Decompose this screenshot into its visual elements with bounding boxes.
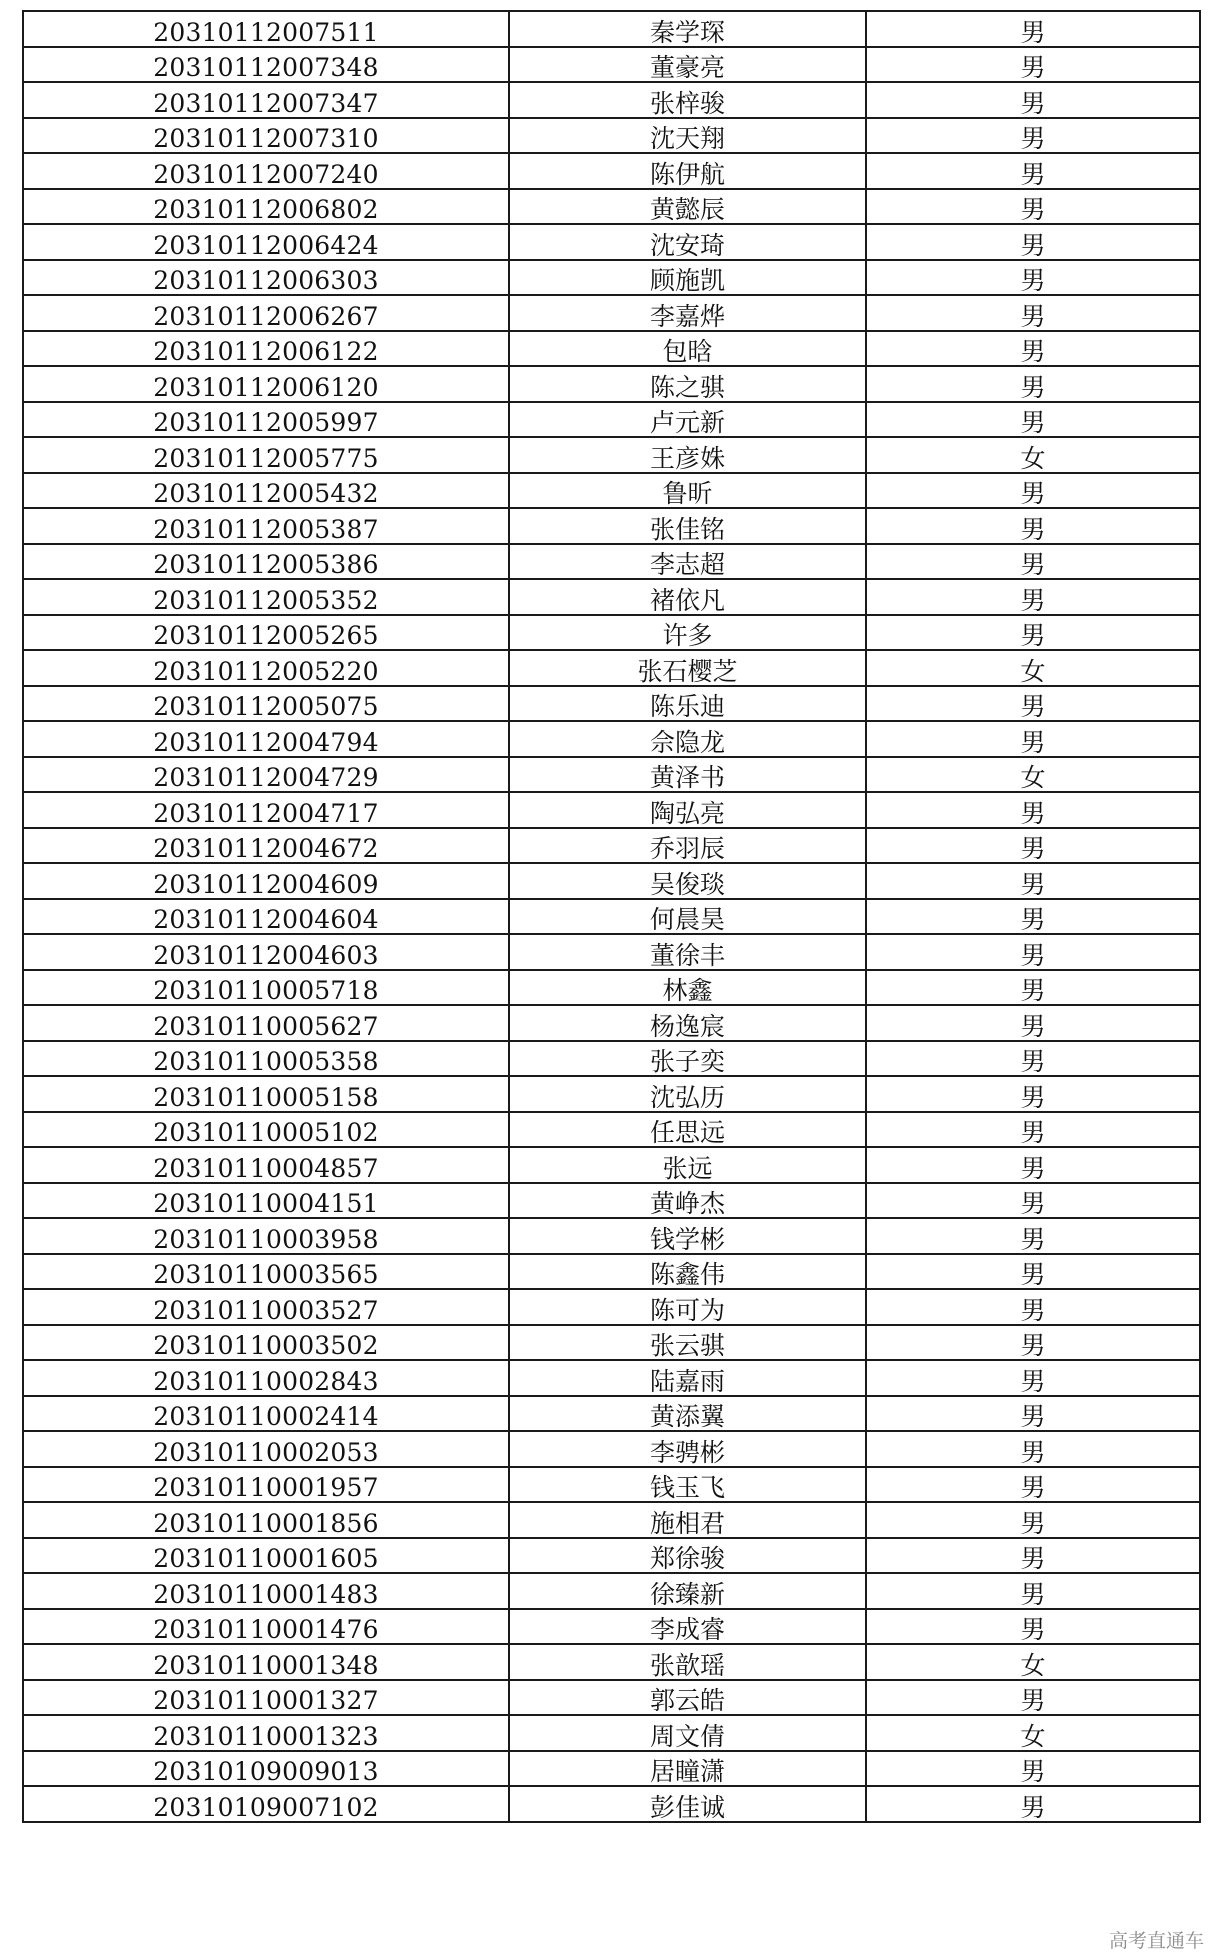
gender-cell: 男 [866,1076,1200,1112]
table-row [23,863,1200,899]
table-row [23,1325,1200,1361]
student-name-cell: 杨逸宸 [509,1005,866,1041]
table-row [23,295,1200,331]
exam-number-cell: 20310112006303 [23,260,509,296]
exam-number-cell: 20310112005265 [23,615,509,651]
exam-number-cell: 20310110001476 [23,1609,509,1645]
table-row [23,1041,1200,1077]
table-row [23,1680,1200,1716]
gender-cell: 男 [866,1254,1200,1290]
gender-cell: 男 [866,934,1200,970]
exam-number-cell: 20310112005387 [23,508,509,544]
exam-number-cell: 20310112006122 [23,331,509,367]
student-name-cell: 鲁昕 [509,473,866,509]
table-row [23,1467,1200,1503]
exam-number-cell: 20310112004603 [23,934,509,970]
student-name-cell: 郑徐骏 [509,1538,866,1574]
exam-number-cell: 20310112004672 [23,828,509,864]
table-row [23,331,1200,367]
roster-table [22,10,1201,1823]
student-name-cell: 张梓骏 [509,82,866,118]
table-row [23,1609,1200,1645]
exam-number-cell: 20310112007310 [23,118,509,154]
gender-cell: 男 [866,544,1200,580]
exam-number-cell: 20310112005386 [23,544,509,580]
exam-number-cell: 20310110001327 [23,1680,509,1716]
gender-cell: 男 [866,1502,1200,1538]
gender-cell: 男 [866,366,1200,402]
table-row [23,82,1200,118]
gender-cell: 男 [866,721,1200,757]
exam-number-cell: 20310112004729 [23,757,509,793]
table-row [23,189,1200,225]
exam-number-cell: 20310112004604 [23,899,509,935]
student-name-cell: 沈天翔 [509,118,866,154]
gender-cell: 男 [866,47,1200,83]
student-name-cell: 李志超 [509,544,866,580]
student-name-cell: 许多 [509,615,866,651]
exam-number-cell: 20310110001605 [23,1538,509,1574]
student-name-cell: 包晗 [509,331,866,367]
gender-cell: 男 [866,508,1200,544]
exam-number-cell: 20310110002053 [23,1431,509,1467]
table-row [23,1218,1200,1254]
exam-number-cell: 20310110005627 [23,1005,509,1041]
exam-number-cell: 20310110004857 [23,1147,509,1183]
watermark-text: 高考直通车 [1105,1926,1208,1953]
exam-number-cell: 20310112006802 [23,189,509,225]
table-row [23,579,1200,615]
gender-cell: 男 [866,828,1200,864]
exam-number-cell: 20310110003565 [23,1254,509,1290]
gender-cell: 男 [866,1360,1200,1396]
gender-cell: 男 [866,402,1200,438]
table-row [23,792,1200,828]
gender-cell: 男 [866,260,1200,296]
student-name-cell: 沈弘历 [509,1076,866,1112]
exam-number-cell: 20310112004609 [23,863,509,899]
table-row [23,757,1200,793]
gender-cell: 男 [866,792,1200,828]
student-name-cell: 张远 [509,1147,866,1183]
student-name-cell: 陈鑫伟 [509,1254,866,1290]
exam-number-cell: 20310112007240 [23,153,509,189]
table-row [23,615,1200,651]
gender-cell: 女 [866,650,1200,686]
exam-number-cell: 20310112005075 [23,686,509,722]
gender-cell: 女 [866,1715,1200,1751]
table-row [23,508,1200,544]
table-row [23,437,1200,473]
exam-number-cell: 20310110001957 [23,1467,509,1503]
exam-number-cell: 20310109007102 [23,1786,509,1822]
gender-cell: 男 [866,970,1200,1006]
exam-number-cell: 20310112005775 [23,437,509,473]
gender-cell: 男 [866,1218,1200,1254]
exam-number-cell: 20310112007348 [23,47,509,83]
gender-cell: 男 [866,899,1200,935]
gender-cell: 男 [866,1680,1200,1716]
table-row [23,224,1200,260]
exam-number-cell: 20310112005432 [23,473,509,509]
gender-cell: 男 [866,1431,1200,1467]
table-row [23,970,1200,1006]
gender-cell: 男 [866,579,1200,615]
gender-cell: 男 [866,1041,1200,1077]
student-name-cell: 李成睿 [509,1609,866,1645]
gender-cell: 男 [866,1112,1200,1148]
table-row [23,934,1200,970]
gender-cell: 男 [866,153,1200,189]
gender-cell: 男 [866,1325,1200,1361]
exam-number-cell: 20310110001323 [23,1715,509,1751]
gender-cell: 男 [866,224,1200,260]
gender-cell: 男 [866,1289,1200,1325]
table-row [23,1147,1200,1183]
gender-cell: 女 [866,757,1200,793]
student-name-cell: 彭佳诚 [509,1786,866,1822]
gender-cell: 男 [866,1396,1200,1432]
student-name-cell: 黄峥杰 [509,1183,866,1219]
exam-number-cell: 20310110005158 [23,1076,509,1112]
exam-number-cell: 20310112007347 [23,82,509,118]
gender-cell: 男 [866,1573,1200,1609]
student-name-cell: 陶弘亮 [509,792,866,828]
exam-number-cell: 20310112006267 [23,295,509,331]
exam-number-cell: 20310110001856 [23,1502,509,1538]
student-name-cell: 张佳铭 [509,508,866,544]
gender-cell: 男 [866,1538,1200,1574]
student-name-cell: 黄懿辰 [509,189,866,225]
exam-number-cell: 20310112006424 [23,224,509,260]
table-row [23,1112,1200,1148]
exam-number-cell: 20310112004794 [23,721,509,757]
gender-cell: 男 [866,1609,1200,1645]
student-name-cell: 周文倩 [509,1715,866,1751]
exam-number-cell: 20310109009013 [23,1751,509,1787]
table-row [23,1254,1200,1290]
student-name-cell: 李骋彬 [509,1431,866,1467]
student-name-cell: 施相君 [509,1502,866,1538]
student-name-cell: 陈之骐 [509,366,866,402]
exam-number-cell: 20310112005997 [23,402,509,438]
gender-cell: 男 [866,295,1200,331]
table-row [23,1183,1200,1219]
table-row [23,1005,1200,1041]
table-row [23,721,1200,757]
table-row [23,1431,1200,1467]
table-row [23,1644,1200,1680]
table-row [23,402,1200,438]
student-name-cell: 张云骐 [509,1325,866,1361]
exam-number-cell: 20310110003527 [23,1289,509,1325]
student-name-cell: 褚依凡 [509,579,866,615]
table-row [23,473,1200,509]
exam-number-cell: 20310112004717 [23,792,509,828]
gender-cell: 男 [866,82,1200,118]
table-row [23,260,1200,296]
gender-cell: 男 [866,1147,1200,1183]
gender-cell: 女 [866,437,1200,473]
table-row [23,1573,1200,1609]
exam-number-cell: 20310110001483 [23,1573,509,1609]
student-name-cell: 乔羽辰 [509,828,866,864]
student-name-cell: 吴俊琰 [509,863,866,899]
gender-cell: 女 [866,1644,1200,1680]
exam-number-cell: 20310110003958 [23,1218,509,1254]
gender-cell: 男 [866,1183,1200,1219]
exam-number-cell: 20310112005220 [23,650,509,686]
student-name-cell: 黄泽书 [509,757,866,793]
table-row [23,47,1200,83]
student-name-cell: 佘隐龙 [509,721,866,757]
gender-cell: 男 [866,189,1200,225]
exam-number-cell: 20310110005718 [23,970,509,1006]
student-name-cell: 陈可为 [509,1289,866,1325]
table-row [23,544,1200,580]
table-row [23,1502,1200,1538]
student-name-cell: 陆嘉雨 [509,1360,866,1396]
gender-cell: 男 [866,331,1200,367]
student-name-cell: 郭云皓 [509,1680,866,1716]
gender-cell: 男 [866,686,1200,722]
table-row [23,11,1200,47]
roster-body [23,11,1200,1822]
student-name-cell: 何晨昊 [509,899,866,935]
student-name-cell: 秦学琛 [509,11,866,47]
table-row [23,1751,1200,1787]
student-name-cell: 沈安琦 [509,224,866,260]
exam-number-cell: 20310110003502 [23,1325,509,1361]
gender-cell: 男 [866,118,1200,154]
student-name-cell: 张歆瑶 [509,1644,866,1680]
table-row [23,153,1200,189]
student-name-cell: 任思远 [509,1112,866,1148]
exam-number-cell: 20310110002843 [23,1360,509,1396]
table-row [23,366,1200,402]
student-name-cell: 张石樱芝 [509,650,866,686]
exam-number-cell: 20310112007511 [23,11,509,47]
student-name-cell: 陈伊航 [509,153,866,189]
gender-cell: 男 [866,11,1200,47]
student-name-cell: 钱玉飞 [509,1467,866,1503]
table-row [23,1786,1200,1822]
table-row [23,650,1200,686]
table-row [23,118,1200,154]
table-row [23,1538,1200,1574]
gender-cell: 男 [866,473,1200,509]
exam-number-cell: 20310112005352 [23,579,509,615]
exam-number-cell: 20310110005358 [23,1041,509,1077]
student-name-cell: 陈乐迪 [509,686,866,722]
student-name-cell: 李嘉烨 [509,295,866,331]
table-row [23,1715,1200,1751]
gender-cell: 男 [866,615,1200,651]
table-row [23,1076,1200,1112]
exam-number-cell: 20310110002414 [23,1396,509,1432]
gender-cell: 男 [866,863,1200,899]
gender-cell: 男 [866,1467,1200,1503]
student-name-cell: 董豪亮 [509,47,866,83]
student-name-cell: 林鑫 [509,970,866,1006]
student-name-cell: 钱学彬 [509,1218,866,1254]
exam-number-cell: 20310110004151 [23,1183,509,1219]
student-name-cell: 卢元新 [509,402,866,438]
table-row [23,686,1200,722]
gender-cell: 男 [866,1786,1200,1822]
student-name-cell: 董徐丰 [509,934,866,970]
table-row [23,899,1200,935]
table-row [23,1396,1200,1432]
table-row [23,1360,1200,1396]
student-name-cell: 王彦姝 [509,437,866,473]
student-name-cell: 张子奕 [509,1041,866,1077]
table-row [23,828,1200,864]
exam-number-cell: 20310110005102 [23,1112,509,1148]
student-name-cell: 顾施凯 [509,260,866,296]
exam-number-cell: 20310112006120 [23,366,509,402]
gender-cell: 男 [866,1751,1200,1787]
exam-number-cell: 20310110001348 [23,1644,509,1680]
student-name-cell: 居瞳潇 [509,1751,866,1787]
table-row [23,1289,1200,1325]
student-name-cell: 徐臻新 [509,1573,866,1609]
gender-cell: 男 [866,1005,1200,1041]
student-name-cell: 黄添翼 [509,1396,866,1432]
